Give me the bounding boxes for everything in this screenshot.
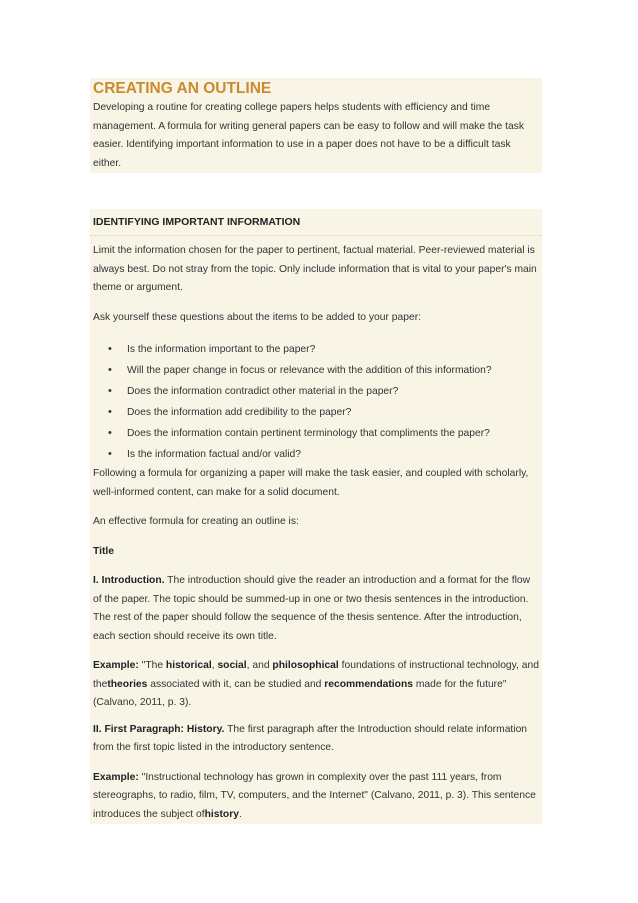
formula-paragraph: Following a formula for organizing a paper will make the task easier, and coupled with scholarly, well-informed content, can make for a solid document. bbox=[93, 468, 529, 498]
first-paragraph-label: II. First Paragraph: History. bbox=[93, 723, 225, 735]
keyword-recommendations: recommendations bbox=[324, 678, 413, 690]
example-text: , bbox=[211, 660, 218, 671]
intro-paragraph: Developing a routine for creating college papers helps students with efficiency and time management. A formula for writing general papers can be easy to follow and will make the task easier. Identifying important information to use in a paper does not have to be a difficult task either. bbox=[93, 102, 524, 169]
effective-formula-text: An effective formula for creating an outline is: bbox=[93, 516, 299, 527]
list-item: • Does the information contradict other material in the paper? bbox=[90, 381, 542, 402]
keyword-philosophical: philosophical bbox=[272, 660, 339, 671]
example-text: , and bbox=[246, 660, 273, 671]
keyword-theories: theories bbox=[107, 678, 148, 690]
example-label: Example: bbox=[93, 771, 139, 783]
intro-block bbox=[90, 78, 542, 173]
introduction-text: The introduction should give the reader an introduction and a format for the flow of the paper. The topic should be summed-up in one or two thesis sentences in the introduction. The rest of the paper should follow the sequence of the thesis sentence. After the introduction, each section should receive its own title. bbox=[93, 575, 531, 642]
page-title: CREATING AN OUTLINE bbox=[93, 80, 272, 97]
list-item: • Is the information important to the paper? bbox=[90, 339, 542, 360]
section-identifying bbox=[90, 209, 542, 465]
example-1-paragraph bbox=[90, 657, 542, 713]
list-item: • Is the information factual and/or valid? bbox=[90, 444, 542, 465]
section-heading: IDENTIFYING IMPORTANT INFORMATION bbox=[90, 209, 542, 236]
section-formula bbox=[90, 465, 542, 824]
list-item: • Does the information add credibility to the paper? bbox=[90, 402, 542, 423]
example-2-paragraph bbox=[90, 769, 542, 825]
example-text: foundations of instructional technology, and the bbox=[93, 660, 539, 690]
example-text: associated with it, can be studied and bbox=[147, 678, 325, 690]
first-paragraph-text: The first paragraph after the Introduction should relate information from the first topic listed in the introductory sentence. bbox=[93, 723, 528, 753]
example-text: "Instructional technology has grown in complexity over the past 111 years, from stereographs, to radio, film, TV, computers, and the Internet" (Calvano, 2011, p. 3). This sentence introduces the subject of bbox=[93, 771, 536, 820]
outline-title-label bbox=[90, 543, 542, 562]
keyword-historical: historical bbox=[165, 660, 212, 671]
document-page bbox=[90, 78, 542, 824]
question-list bbox=[90, 339, 542, 465]
keyword-social: social bbox=[217, 660, 247, 671]
ask-paragraph: Ask yourself these questions about the items to be added to your paper: bbox=[93, 311, 421, 323]
limit-paragraph: Limit the information chosen for the paper to pertinent, factual material. Peer-reviewed material is always best. Do not stray from the topic. Only include information that is vital to your paper's main theme or argument. bbox=[93, 245, 537, 293]
introduction-label: I. Introduction. bbox=[93, 575, 165, 586]
first-paragraph-item bbox=[90, 721, 542, 758]
example-label: Example: bbox=[93, 660, 139, 671]
example-text: . bbox=[238, 808, 242, 820]
title-label: Title bbox=[93, 545, 114, 557]
list-item: • Will the paper change in focus or relevance with the addition of this information? bbox=[90, 360, 542, 381]
keyword-history: history bbox=[204, 808, 239, 820]
example-text: "The bbox=[138, 660, 166, 671]
list-item: • Does the information contain pertinent terminology that compliments the paper? bbox=[90, 423, 542, 444]
example-text: made for the future" (Calvano, 2011, p. 3). bbox=[93, 678, 507, 708]
introduction-paragraph bbox=[90, 572, 542, 646]
